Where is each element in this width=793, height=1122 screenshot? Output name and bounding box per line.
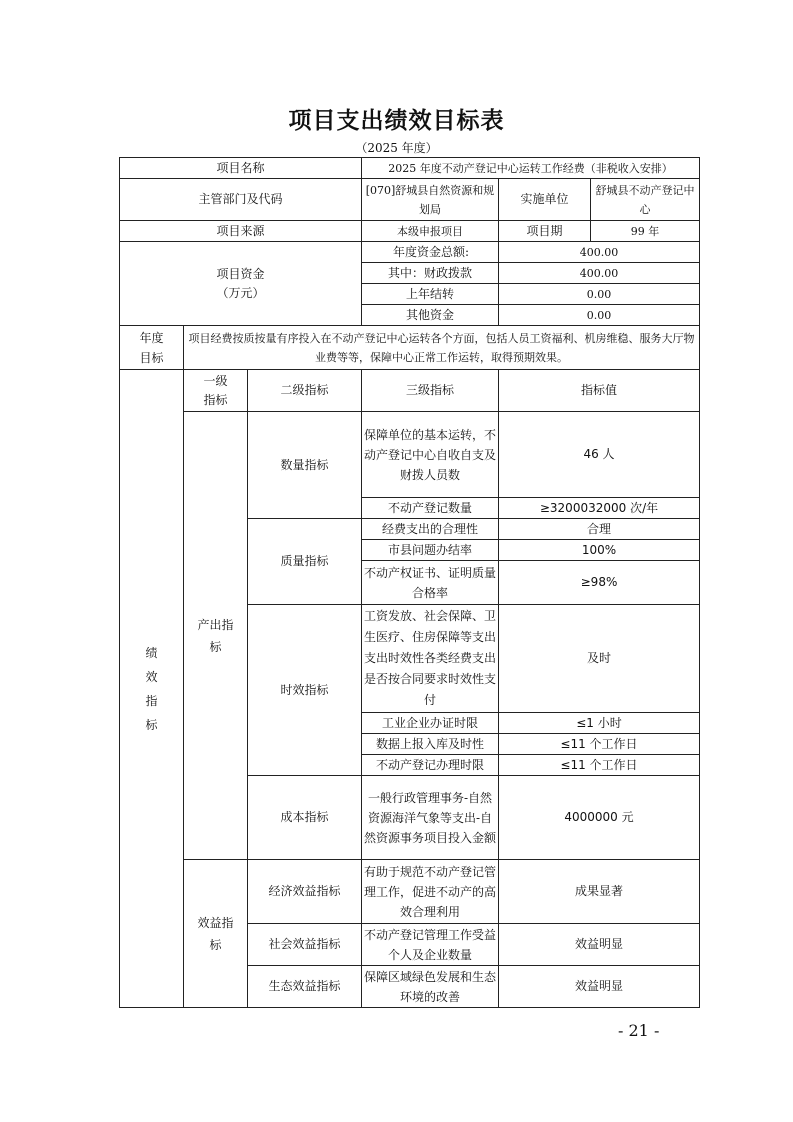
l3-indicator: 一般行政管理事务-自然资源海洋气象等支出-自然资源事务项目投入金额 — [362, 776, 499, 860]
annual-goal-text: 项目经费按质按量有序投入在不动产登记中心运转各个方面，包括人员工资福利、机房维稳、服务大厅物业费等等，保障中心正常工作运转，取得预期效果。 — [184, 326, 700, 370]
l3-indicator: 不动产登记数量 — [362, 498, 499, 519]
group-quality: 质量指标 — [248, 519, 362, 605]
source-row — [120, 221, 700, 242]
period-label: 项目期 — [499, 221, 591, 242]
l3-indicator: 保障单位的基本运转，不动产登记中心自收自支及财拨人员数 — [362, 412, 499, 498]
indicator-value: 及时 — [499, 605, 700, 713]
header-value: 指标值 — [499, 370, 700, 412]
benefit-label: 效益指标 — [197, 915, 234, 952]
header-l3: 三级指标 — [362, 370, 499, 412]
indicator-value: 效益明显 — [499, 924, 700, 966]
source-label: 项目来源 — [120, 221, 362, 242]
output-label: 产出指标 — [197, 617, 234, 654]
l3-indicator: 不动产权证书、证明质量合格率 — [362, 561, 499, 605]
indicator-value: ≤1 小时 — [499, 713, 700, 734]
l3-indicator: 有助于规范不动产登记管理工作，促进不动产的高效合理利用 — [362, 860, 499, 924]
group-ecological: 生态效益指标 — [248, 966, 362, 1008]
impl-label: 实施单位 — [499, 179, 591, 221]
funds-row-label: 其中：财政拨款 — [362, 263, 499, 284]
funds-row-label: 其他资金 — [362, 305, 499, 326]
indicator-value: 4000000 元 — [499, 776, 700, 860]
page-number: - 21 - — [618, 1021, 660, 1040]
group-social: 社会效益指标 — [248, 924, 362, 966]
header-l2: 二级指标 — [248, 370, 362, 412]
annual-goal-label: 年度目标 — [120, 326, 184, 370]
indicator-value: ≥3200032000 次/年 — [499, 498, 700, 519]
funds-row-value: 0.00 — [499, 284, 700, 305]
l3-indicator: 不动产登记办理时限 — [362, 755, 499, 776]
header-l1: 一级指标 — [184, 370, 248, 412]
indicator-value: 合理 — [499, 519, 700, 540]
funds-row-label: 上年结转 — [362, 284, 499, 305]
output-label-cell — [184, 412, 248, 860]
l3-indicator: 保障区域绿色发展和生态环境的改善 — [362, 966, 499, 1008]
funds-row-value: 400.00 — [499, 263, 700, 284]
dept-label: 主管部门及代码 — [120, 179, 362, 221]
indicator-value: 46 人 — [499, 412, 700, 498]
department-row — [120, 179, 700, 221]
indicator-value: ≤11 个工作日 — [499, 734, 700, 755]
perf-label: 绩效指标 — [145, 645, 158, 732]
funds-row-label: 年度资金总额: — [362, 242, 499, 263]
funds-unit: （万元） — [216, 285, 265, 300]
group-timeliness: 时效指标 — [248, 605, 362, 776]
impl-value: 舒城县不动产登记中心 — [591, 179, 700, 221]
indicator-value: 效益明显 — [499, 966, 700, 1008]
l3-indicator: 工资发放、社会保障、卫生医疗、住房保障等支出支出时效性各类经费支出是否按合同要求时效性支付 — [362, 605, 499, 713]
l3-indicator: 不动产登记管理工作受益个人及企业数量 — [362, 924, 499, 966]
l3-indicator: 工业企业办证时限 — [362, 713, 499, 734]
indicator-value: ≤11 个工作日 — [499, 755, 700, 776]
group-quantity: 数量指标 — [248, 412, 362, 519]
table-row — [120, 412, 700, 498]
indicator-value: ≥98% — [499, 561, 700, 605]
table-row — [120, 860, 700, 924]
indicator-value: 成果显著 — [499, 860, 700, 924]
year-label: （2025 年度） — [355, 141, 438, 155]
funds-row — [120, 242, 700, 263]
performance-table — [119, 157, 700, 1008]
funds-label-cell — [120, 242, 362, 326]
project-name-row — [120, 158, 700, 179]
funds-label: 项目资金 — [216, 266, 265, 281]
project-name-value: 2025 年度不动产登记中心运转工作经费（非税收入安排） — [362, 158, 700, 179]
group-economic: 经济效益指标 — [248, 860, 362, 924]
benefit-label-cell — [184, 860, 248, 1008]
project-name-label: 项目名称 — [120, 158, 362, 179]
page-title: 项目支出绩效目标表 — [288, 108, 505, 134]
source-value: 本级申报项目 — [362, 221, 499, 242]
annual-goal-row — [120, 326, 700, 370]
indicator-header-row — [120, 370, 700, 412]
l3-indicator: 经费支出的合理性 — [362, 519, 499, 540]
group-cost: 成本指标 — [248, 776, 362, 860]
indicator-value: 100% — [499, 540, 700, 561]
funds-row-value: 0.00 — [499, 305, 700, 326]
perf-label-cell — [120, 370, 184, 1008]
l3-indicator: 数据上报入库及时性 — [362, 734, 499, 755]
period-value: 99 年 — [591, 221, 700, 242]
funds-row-value: 400.00 — [499, 242, 700, 263]
dept-value: [070]舒城县自然资源和规划局 — [362, 179, 499, 221]
l3-indicator: 市县问题办结率 — [362, 540, 499, 561]
